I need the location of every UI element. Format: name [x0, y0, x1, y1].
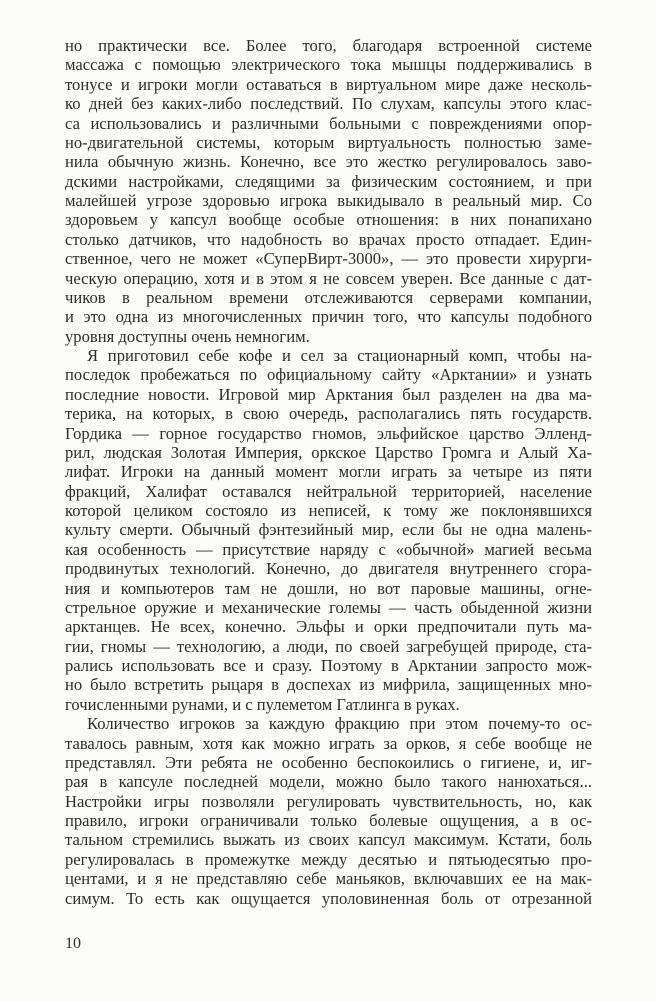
text-line: симум. То есть как ощущается уполовиненная боль от отрезанной — [65, 888, 592, 908]
book-page-text — [65, 36, 592, 908]
text-line: рая в капсуле последней модели, можно было такого нанюхаться... — [65, 772, 592, 792]
text-line: последние новости. Игровой мир Арктания был разделен на два ма- — [65, 384, 592, 404]
text-line: здоровьем у капсул вообще особые отношения: в них понапихано — [65, 210, 592, 230]
text-line: и это одна из многочисленных причин того, что капсулы подобного — [65, 307, 592, 327]
text-line: Я приготовил себе кофе и сел за стационарный комп, чтобы на- — [87, 346, 592, 365]
paragraph — [65, 346, 592, 714]
text-line: стрельное оружие и механические големы — часть обыденной жизни — [65, 597, 592, 617]
text-line: ственное, чего не может «СуперВирт-3000», — это провести хирурги- — [65, 249, 592, 269]
paragraph — [65, 36, 592, 346]
text-line: тавалось равным, хотя как можно играть за орков, я себе вообще не — [65, 733, 592, 753]
text-line: Настройки игры позволяли регулировать чувствительность, но, как — [65, 791, 592, 811]
text-line: малейшей угрозе здоровью игрока выкидывало в реальный мир. Со — [65, 191, 592, 210]
text-line: представлял. Эти ребята не особенно беспокоились о гигиене, и, иг- — [65, 752, 592, 772]
text-line: столько датчиков, что надобность во врачах просто отпадает. Един- — [65, 229, 592, 249]
text-line: рил, людская Золотая Империя, оркское Царство Громга и Алый Ха- — [65, 442, 592, 462]
page-number: 10 — [65, 935, 81, 952]
text-line: дскими настройками, следящими за физическим состоянием, и при — [65, 171, 592, 191]
text-line: са использовались и различными больными с повреждениями опор- — [65, 113, 592, 133]
text-line: кая особенность — присутствие наряду с «обычной» магией весьма — [65, 539, 592, 559]
text-line: тонусе и игроки могли оставаться в виртуальном мире даже несколь- — [65, 74, 592, 94]
text-line: культу смерти. Обычный фэнтезийный мир, если бы не одна малень- — [65, 520, 592, 540]
text-line: продвинутых технологий. Конечно, до двигателя внутреннего сгора- — [65, 559, 592, 579]
text-line: но-двигательной системы, которым виртуальность полностью заме- — [65, 132, 592, 152]
text-line: Количество игроков за каждую фракцию при этом почему-то ос- — [87, 714, 592, 734]
paragraph — [65, 714, 592, 908]
text-line: ния и компьютеров там не дошли, но вот паровые машины, огне- — [65, 578, 592, 598]
text-line: центами, и я не представляю себе маньяков, включавших ее на мак- — [65, 869, 592, 889]
text-line: фракций, Халифат оставался нейтральной территорией, население — [65, 481, 592, 501]
text-line: уровня доступны очень немногим. — [65, 326, 310, 346]
text-line: гочисленными рунами, и с пулеметом Гатлинга в руках. — [65, 694, 460, 714]
text-line: арктанцев. Не всех, конечно. Эльфы и орки предпочитали путь ма- — [65, 617, 592, 637]
text-line: ко дней без каких-либо последствий. По слухам, капсулы этого клас- — [65, 94, 592, 114]
text-line: правило, игроки ограничивали только болевые ощущения, а в ос- — [65, 811, 592, 830]
text-line: которой целиком состояло из неписей, к тому же поклонявшихся — [65, 501, 592, 520]
text-line: но практически все. Более того, благодаря встроенной системе — [65, 36, 592, 55]
text-line: последок пробежаться по официальному сайту «Арктании» и узнать — [65, 365, 592, 385]
text-line: но было встретить рыцаря в доспехах из мифрила, защищенных мно- — [65, 675, 592, 695]
text-line: лифат. Игроки на данный момент могли играть за четыре из пяти — [65, 462, 592, 482]
text-line: чиков в реальном времени отслеживаются серверами компании, — [65, 287, 592, 307]
text-line: рались использовать все и сразу. Поэтому в Арктании запросто мож- — [65, 656, 592, 675]
text-line: Гордика — горное государство гномов, эльфийское царство Элленд- — [65, 423, 592, 443]
text-line: ческую операцию, хотя и в этом я не совсем уверен. Все данные с дат- — [65, 268, 592, 288]
text-line: гии, гномы — технологию, а люди, по своей загребущей природе, ста- — [65, 636, 592, 656]
text-line: регулировалась в промежутке между десятью и пятьюдесятью про- — [65, 849, 592, 869]
text-line: нила обычную жизнь. Конечно, все это жестко регулировалось заво- — [65, 152, 592, 172]
text-line: терика, на которых, в свою очередь, располагались пять государств. — [65, 404, 592, 424]
text-line: тальном стремились выжать из своих капсул максимум. Кстати, боль — [65, 830, 592, 850]
text-line: массажа с помощью электрического тока мышцы поддерживались в — [65, 55, 592, 75]
